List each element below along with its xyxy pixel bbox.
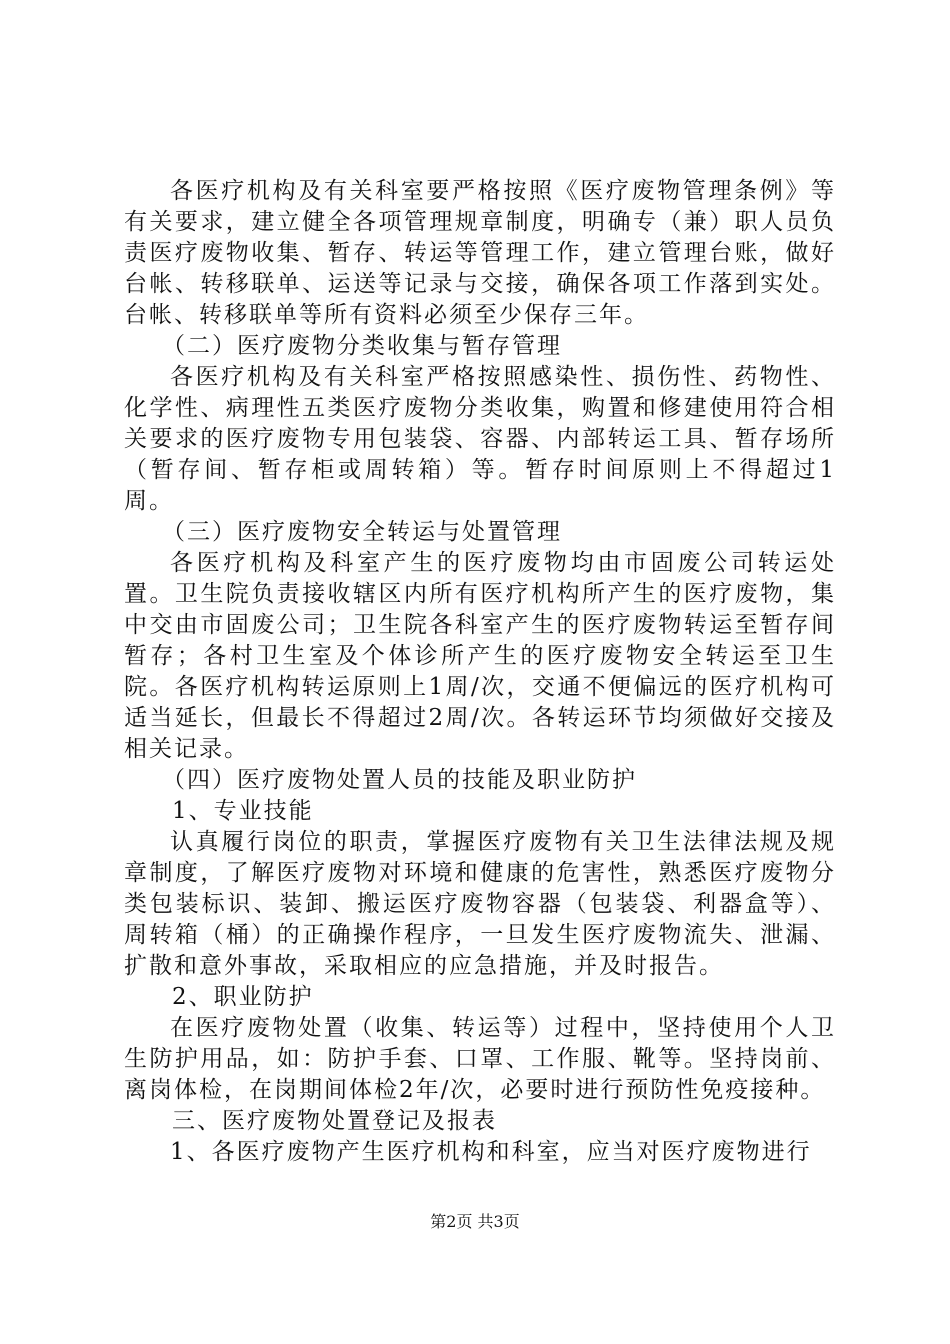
section-heading-registration: 三、医疗废物处置登记及报表 <box>172 1108 497 1134</box>
paragraph-occupational-protection: 在医疗废物处置（收集、转运等）过程中，坚持使用个人卫生防护用品，如：防护手套、口罩、工作服、靴等。坚持岗前、离岗体检，在岗期间体检2年/次，必要时进行预防性免疫接种。 <box>124 1015 836 1103</box>
subheading-professional-skills: 1、专业技能 <box>172 798 314 824</box>
page-number-footer: 第2页 共3页 <box>430 1212 520 1231</box>
subheading-occupational-protection: 2、职业防护 <box>172 984 314 1010</box>
document-body <box>124 176 836 1168</box>
section-heading-transport: （三）医疗废物安全转运与处置管理 <box>162 519 562 545</box>
section-heading-classification: （二）医疗废物分类收集与暂存管理 <box>162 333 562 359</box>
paragraph-transport: 各医疗机构及科室产生的医疗废物均由市固废公司转运处置。卫生院负责接收辖区内所有医疗机构所产生的医疗废物，集中交由市固废公司；卫生院各科室产生的医疗废物转运至暂存间暂存；各村卫生室及个体诊所产生的医疗废物安全转运至卫生院。各医疗机构转运原则上1周/次，交通不便偏远的医疗机构可适当延长，但最长不得超过2周/次。各转运环节均须做好交接及相关记录。 <box>124 550 836 762</box>
paragraph-management-rules: 各医疗机构及有关科室要严格按照《医疗废物管理条例》等有关要求，建立健全各项管理规章制度，明确专（兼）职人员负责医疗废物收集、暂存、转运等管理工作，建立管理台账，做好台帐、转移联单、运送等记录与交接，确保各项工作落到实处。台帐、转移联单等所有资料必须至少保存三年。 <box>124 178 836 328</box>
paragraph-registration: 1、各医疗废物产生医疗机构和科室，应当对医疗废物进行 <box>170 1139 812 1165</box>
section-heading-skills-protection: （四）医疗废物处置人员的技能及职业防护 <box>162 767 637 793</box>
paragraph-classification: 各医疗机构及有关科室严格按照感染性、损伤性、药物性、化学性、病理性五类医疗废物分类收集，购置和修建使用符合相关要求的医疗废物专用包装袋、容器、内部转运工具、暂存场所（暂存间、暂存柜或周转箱）等。暂存时间原则上不得超过1周。 <box>124 364 836 514</box>
paragraph-professional-skills: 认真履行岗位的职责，掌握医疗废物有关卫生法律法规及规章制度，了解医疗废物对环境和健康的危害性，熟悉医疗废物分类包装标识、装卸、搬运医疗废物容器（包装袋、利器盒等）、周转箱（桶）的正确操作程序，一旦发生医疗废物流失、泄漏、扩散和意外事故，采取相应的应急措施，并及时报告。 <box>124 829 836 979</box>
